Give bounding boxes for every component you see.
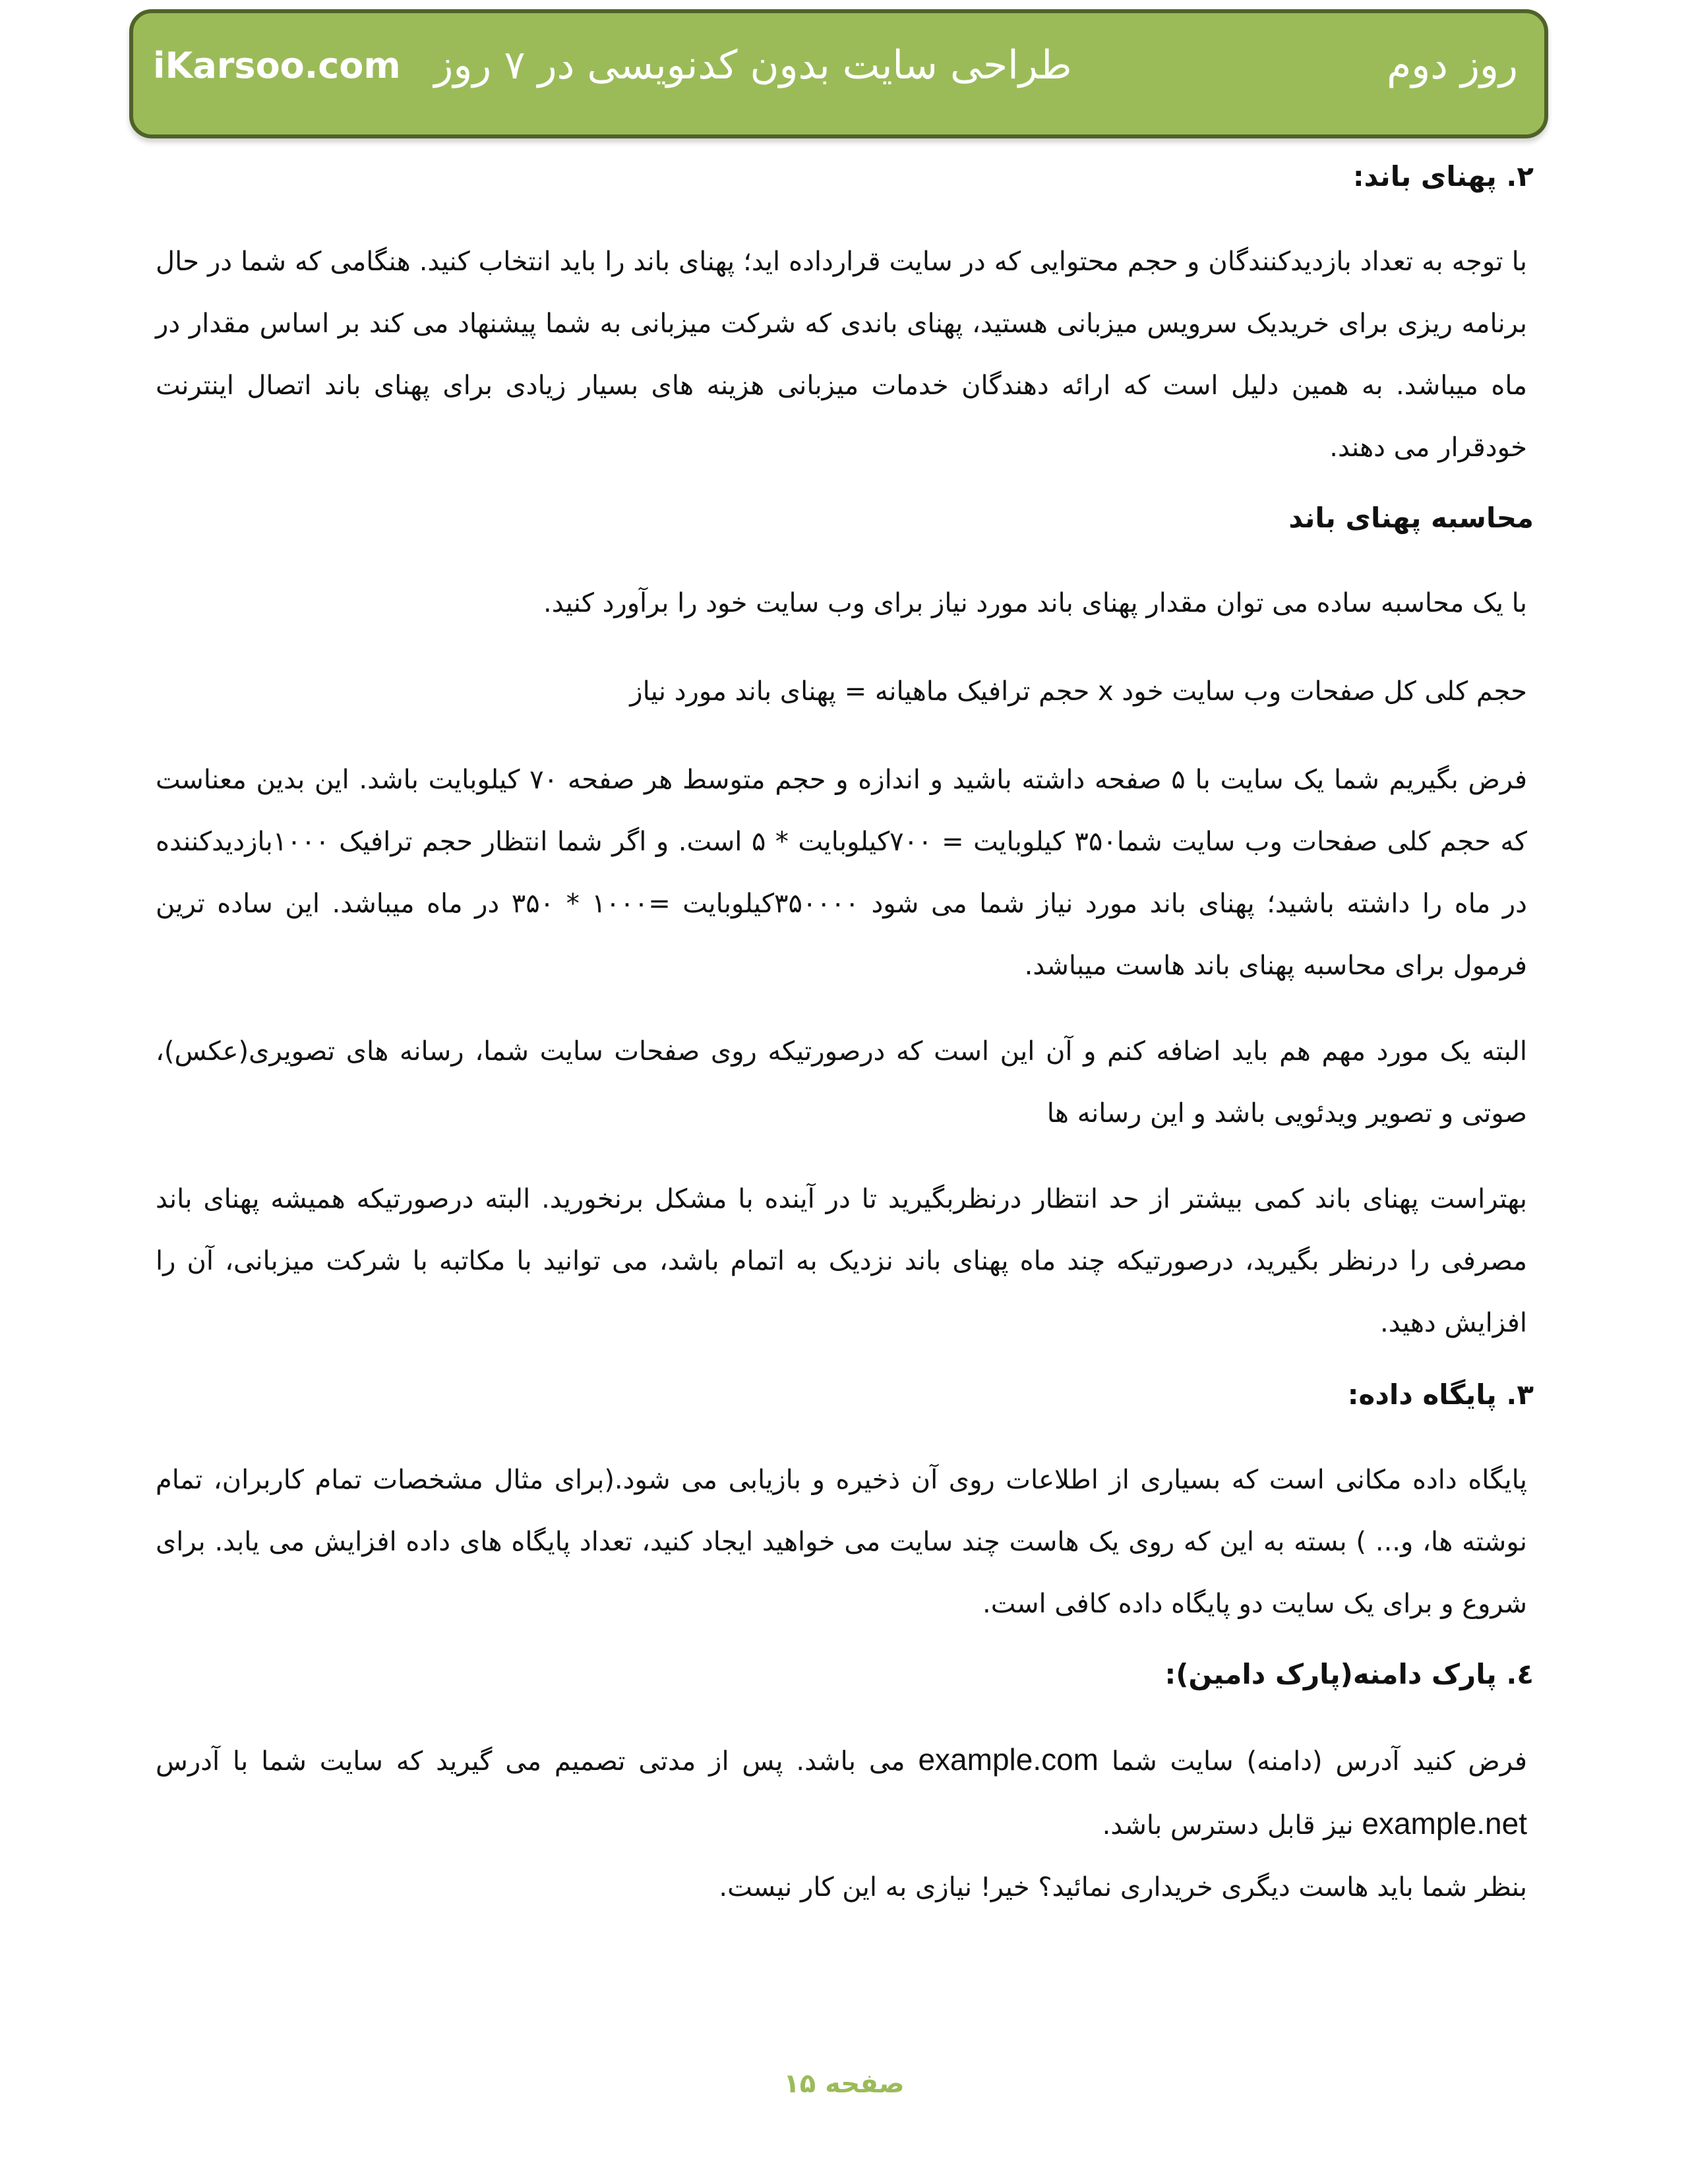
- section-heading-calculation: محاسبه پهنای باند: [1288, 502, 1534, 534]
- calculation-example-paragraph: فرض بگیریم شما یک سایت با ۵ صفحه داشته باشید و اندازه و حجم متوسط هر صفحه ۷۰ کیلوبایت باشد. این بدین معناست که حجم کلی صفحات وب سایت شما۳۵۰ کیلوبایت = ۷۰۰کیلوبایت * ۵ است. و اگر شما انتظار حجم ترافیک ۱۰۰۰بازدیدکننده در ماه را داشته باشید؛ پهنای باند مورد نیاز شما می شود ۳۵۰۰۰۰کیلوبایت =۱۰۰۰ * ۳۵۰ در ماه میباشد. این ساده ترین فرمول برای محاسبه پهنای باند هاست میباشد.: [156, 765, 1527, 981]
- domain-park-text-c: نیز قابل دسترس باشد.: [1102, 1810, 1354, 1841]
- section-heading-domain-park: ٤. پارک دامنه(پارک دامین):: [1164, 1658, 1534, 1690]
- example-domain-com: example.com: [918, 1742, 1099, 1777]
- page-number: صفحه ۱۵: [783, 2069, 905, 2099]
- bandwidth-advice-paragraph: بهتراست پهنای باند کمی بیشتر از حد انتظار درنظربگیرید تا در آینده با مشکل برنخورید. البته درصورتیکه همیشه پهنای باند مصرفی را درنظر بگیرید، درصورتیکه چند ماه پهنای باند نزدیک به اتمام باشد، می توانید با مکاتبه با شرکت میزبانی، آن را افزایش دهید.: [156, 1184, 1527, 1338]
- page-header-banner: [129, 9, 1548, 138]
- media-note-paragraph: البته یک مورد مهم هم باید اضافه کنم و آن این است که درصورتیکه روی صفحات سایت شما، رسانه های تصویری(عکس)، صوتی و تصویر ویدئویی باشد و این رسانه ها: [156, 1036, 1527, 1129]
- bandwidth-formula: حجم کلی کل صفحات وب سایت خود x حجم ترافیک ماهیانه = پهنای باند مورد نیاز: [630, 676, 1527, 707]
- domain-park-paragraph: [156, 1728, 1527, 1856]
- book-title: طراحی سایت بدون کدنویسی در ۷ روز: [434, 42, 1072, 88]
- domain-park-text-a: فرض کنید آدرس (دامنه) سایت شما: [1111, 1746, 1527, 1777]
- site-name[interactable]: iKarsoo.com: [153, 45, 401, 86]
- calculation-intro-paragraph: با یک محاسبه ساده می توان مقدار پهنای باند مورد نیاز برای وب سایت خود را برآورد کنید.: [543, 588, 1527, 618]
- domain-park-question: بنظر شما باید هاست دیگری خریداری نمائید؟ خیر! نیازی به این کار نیست.: [719, 1872, 1527, 1903]
- document-body: [156, 157, 1534, 1942]
- section-heading-bandwidth: ۲. پهنای باند:: [1352, 160, 1534, 192]
- bandwidth-paragraph: با توجه به تعداد بازدیدکنندگان و حجم محتوایی که در سایت قرارداده اید؛ پهنای باند را باید انتخاب کنید. هنگامی که شما در حال برنامه ریزی برای خریدیک سرویس میزبانی هستید، پهنای باندی که شرکت میزبانی به شما پیشنهاد می کند بر اساس مقدار در ماه میباشد. به همین دلیل است که ارائه دهندگان خدمات میزبانی هزینه های بسیار زیادی برای پهنای باند اتصال اینترنت خودقرار می دهند.: [156, 247, 1527, 463]
- section-heading-database: ۳. پایگاه داده:: [1347, 1378, 1534, 1411]
- database-paragraph: پایگاه داده مکانی است که بسیاری از اطلاعات روی آن ذخیره و بازیابی می شود.(برای مثال مشخصات تمام کاربران، تمام نوشته ها، و... ) بسته به این که روی یک هاست چند سایت می خواهید ایجاد کنید، تعداد پایگاه های داده افزایش می یابد. برای شروع و برای یک سایت دو پایگاه داده کافی است.: [156, 1465, 1527, 1619]
- chapter-day: روز دوم: [1387, 42, 1518, 88]
- example-domain-net: example.net: [1362, 1806, 1527, 1841]
- domain-park-text-b: می باشد. پس از مدتی تصمیم می گیرید که سایت شما با آدرس: [156, 1746, 905, 1777]
